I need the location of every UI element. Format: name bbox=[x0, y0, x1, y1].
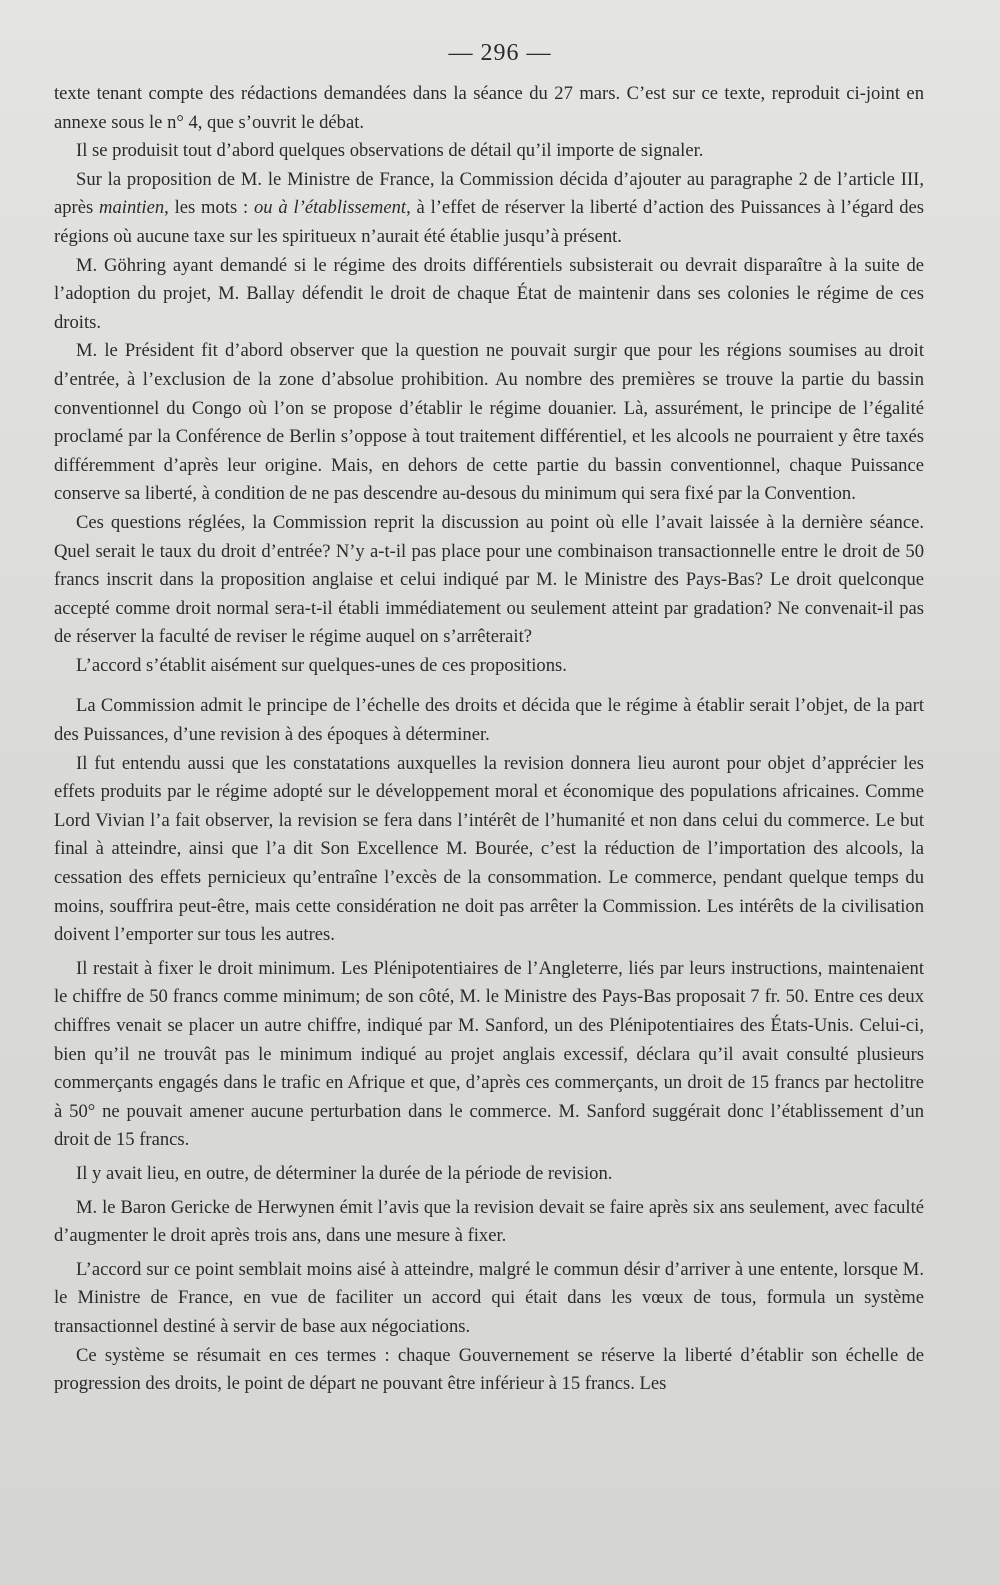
paragraph: L’accord s’établit aisément sur quelques-unes de ces propositions. bbox=[76, 654, 567, 676]
paragraph: L’accord sur ce point semblait moins aisé à atteindre, malgré le commun désir d’arriver à une entente, lorsque M. le Ministre de France, en vue de faciliter un accord qui était dans les vœux de tous, formula un système transactionnel destiné à servir de base aux négociations. bbox=[54, 1258, 924, 1337]
paragraph: M. le Baron Gericke de Herwynen émit l’avis que la revision devait se faire après six ans seulement, avec faculté d’augmenter le droit après trois ans, dans une mesure à fixer. bbox=[54, 1196, 924, 1247]
paragraph: Ce système se résumait en ces termes : chaque Gouvernement se réserve la liberté d’établir son échelle de progression des droits, le point de départ ne pouvant être inférieur à 15 francs. Les bbox=[54, 1344, 924, 1395]
paragraph: Il se produisit tout d’abord quelques observations de détail qu’il importe de signaler. bbox=[76, 140, 704, 162]
paragraph-text: , à l’effet de réserver la liberté d’action des Puissances à l’égard des régions où aucune taxe sur les spiritueux n’aurait été établie jusqu’à présent. bbox=[54, 197, 924, 247]
italic-text: ou à l’établissement bbox=[253, 197, 407, 219]
paragraph: Il y avait lieu, en outre, de déterminer la durée de la période de revision. bbox=[76, 1162, 613, 1184]
paragraph: La Commission admit le principe de l’échelle des droits et décida que le régime à établir serait l’objet, de la part des Puissances, d’une revision à des époques à déterminer. bbox=[54, 695, 924, 746]
paragraph: Il restait à fixer le droit minimum. Les Plénipotentiaires de l’Angleterre, liés par leurs instructions, maintenaient le chiffre de 50 francs comme minimum; de son côté, M. le Ministre des Pays-Bas proposait 7 fr. 50. Entre ces deux chiffres venait se placer un autre chiffre, indiqué par M. Sanford, un des Plénipotentiaires des États-Unis. Celui-ci, bien qu’il ne trouvât pas le minimum indiqué au projet anglais excessif, déclara qu’il avait consulté plusieurs commerçants engagés dans le trafic en Afrique et que, d’après ces commerçants, un droit de 15 francs par hectolitre à 50° ne pouvait amener aucune perturbation dans le commerce. M. Sanford suggérait donc l’établissement d’un droit de 15 francs. bbox=[54, 957, 924, 1151]
paragraph: texte tenant compte des rédactions demandées dans la séance du 27 mars. C’est sur ce texte, reproduit ci-joint en annexe sous le n° 4, que s’ouvrit le débat. bbox=[54, 83, 924, 133]
page-number: — 296 — bbox=[448, 40, 552, 66]
paragraph bbox=[54, 166, 924, 252]
paragraph-text: Sur la proposition de M. le Ministre de France, la Commission décida d’ajouter au paragraphe 2 de l’article III, après bbox=[54, 168, 924, 219]
paragraph: Il fut entendu aussi que les constatations auxquelles la revision donnera lieu auront pour objet d’apprécier les effets produits par le régime adopté sur le développement moral et économique des populations africaines. Comme Lord Vivian l’a fait observer, la revision se fera dans l’intérêt de l’humanité et non dans celui du commerce. Le but final à atteindre, ainsi que l’a dit Son Excellence M. Bourée, c’est la réduction de l’importation des alcools, la cessation des effets pernicieux qu’entraîne l’excès de la consommation. Le commerce, pendant quelque temps du moins, souffrira peut-être, mais cette considération ne doit pas arrêter la Commission. Les intérêts de la civilisation doivent l’emporter sur tous les autres. bbox=[54, 752, 924, 946]
paragraph: M. le Président fit d’abord observer que la question ne pouvait surgir que pour les régions soumises au droit d’entrée, à l’exclusion de la zone d’absolue prohibition. Au nombre des premières se trouve la partie du bassin conventionnel du Congo où l’on se propose d’établir le régime douanier. Là, assurément, le principe de l’égalité proclamé par la Conférence de Berlin s’oppose à tout traitement différentiel, et les alcools ne pourraient y être taxés différemment d’après leur origine. Mais, en dehors de cette partie du bassin conventionnel, chaque Puissance conserve sa liberté, à condition de ne pas descendre au-desous du minimum qui sera fixé par la Convention. bbox=[54, 340, 924, 505]
paragraph: Ces questions réglées, la Commission reprit la discussion au point où elle l’avait laissée à la dernière séance. Quel serait le taux du droit d’entrée? N’y a-t-il pas place pour une combinaison transactionnelle entre le droit de 50 francs inscrit dans la proposition anglaise et celui indiqué par M. le Ministre des Pays-Bas? Le droit quelconque accepté comme droit normal sera-t-il établi immédiatement ou seulement atteint par gradation? Ne convenait-il pas de réserver la faculté de reviser le régime auquel on s’arrêterait? bbox=[54, 511, 924, 648]
italic-text: maintien bbox=[99, 197, 165, 219]
paragraph-text: , les mots : bbox=[164, 197, 254, 219]
paragraph: M. Göhring ayant demandé si le régime des droits différentiels subsisterait ou devrait disparaître à la suite de l’adoption du projet, M. Ballay défendit le droit de chaque État de maintenir dans ses colonies le régime de ces droits. bbox=[54, 254, 924, 333]
body-text bbox=[54, 80, 924, 1399]
